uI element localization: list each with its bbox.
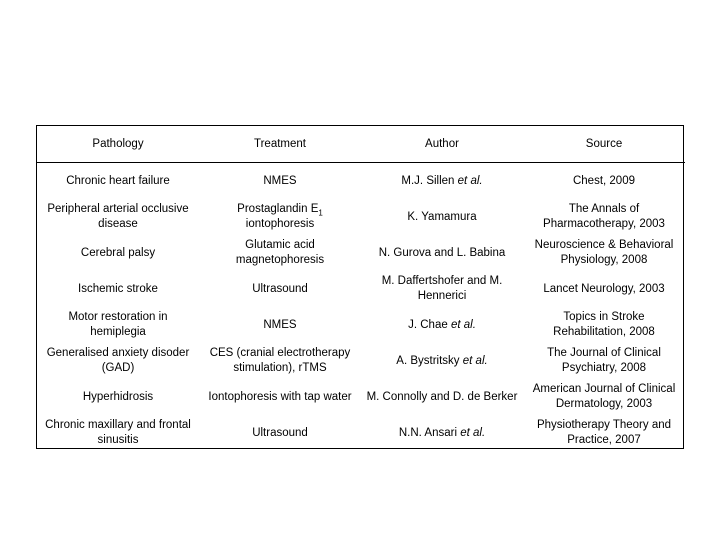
cell-pathology: Generalised anxiety disoder (GAD) [46, 347, 190, 374]
cell-author [361, 307, 523, 343]
treatments-table [37, 126, 685, 451]
author-et-al: et al. [462, 354, 488, 367]
cell-source: Neuroscience & Behavioral Physiology, 2008 [534, 239, 674, 266]
cell-treatment: Glutamic acid magnetophoresis [235, 239, 325, 266]
cell-treatment: Ultrasound [252, 282, 308, 295]
table-row [37, 307, 685, 343]
cell-author [361, 343, 523, 379]
table-header-row [37, 126, 685, 163]
cell-pathology: Ischemic stroke [78, 282, 158, 295]
author-name: M.J. Sillen [401, 174, 455, 187]
author-et-al: et al. [457, 174, 483, 187]
cell-source: Physiotherapy Theory and Practice, 2007 [536, 419, 672, 446]
cell-treatment [199, 199, 361, 235]
cell-author: M. Daffertshofer and M. Hennerici [381, 275, 503, 302]
table-row [37, 379, 685, 415]
treatment-subscript: 1 [318, 208, 323, 218]
treatment-name: Prostaglandin E [237, 203, 319, 215]
table-row [37, 235, 685, 271]
table-row [37, 163, 685, 200]
cell-source: Topics in Stroke Rehabilitation, 2008 [553, 311, 655, 338]
header-treatment: Treatment [254, 137, 306, 150]
cell-pathology: Hyperhidrosis [82, 390, 154, 403]
cell-author [361, 163, 523, 200]
cell-author: N. Gurova and L. Babina [378, 246, 506, 259]
cell-source: The Journal of Clinical Psychiatry, 2008 [547, 347, 661, 374]
cell-treatment: NMES [263, 318, 297, 331]
table-row [37, 199, 685, 235]
author-name: N.N. Ansari [398, 426, 458, 439]
cell-pathology: Chronic heart failure [66, 174, 170, 187]
treatment-tail: iontophoresis [245, 218, 315, 230]
author-et-al: et al. [460, 426, 486, 439]
header-pathology: Pathology [92, 137, 144, 150]
author-name: J. Chae [408, 318, 448, 331]
author-et-al: et al. [450, 318, 476, 331]
cell-pathology: Cerebral palsy [80, 246, 156, 259]
cell-treatment: Ultrasound [252, 426, 308, 439]
cell-treatment: Iontophoresis with tap water [208, 390, 352, 403]
cell-author: M. Connolly and D. de Berker [366, 390, 518, 403]
cell-source: The Annals of Pharmacotherapy, 2003 [543, 203, 665, 230]
header-author: Author [425, 137, 459, 150]
cell-treatment: CES (cranial electrotherapy stimulation), rTMS [209, 347, 351, 374]
table-row [37, 415, 685, 451]
cell-treatment: NMES [263, 174, 297, 187]
cell-pathology: Peripheral arterial occlusive disease [47, 203, 189, 230]
table-row [37, 271, 685, 307]
cell-source: Chest, 2009 [572, 174, 635, 187]
cell-source: American Journal of Clinical Dermatology, 2003 [532, 383, 676, 410]
cell-author [361, 415, 523, 451]
cell-pathology: Motor restoration in hemiplegia [68, 311, 168, 338]
cell-source: Lancet Neurology, 2003 [543, 282, 665, 295]
table-row [37, 343, 685, 379]
cell-pathology: Chronic maxillary and frontal sinusitis [45, 419, 191, 446]
author-name: A. Bystritsky [396, 354, 460, 367]
treatments-table-container [36, 125, 684, 449]
header-source: Source [585, 137, 623, 150]
cell-author: K. Yamamura [407, 210, 477, 223]
